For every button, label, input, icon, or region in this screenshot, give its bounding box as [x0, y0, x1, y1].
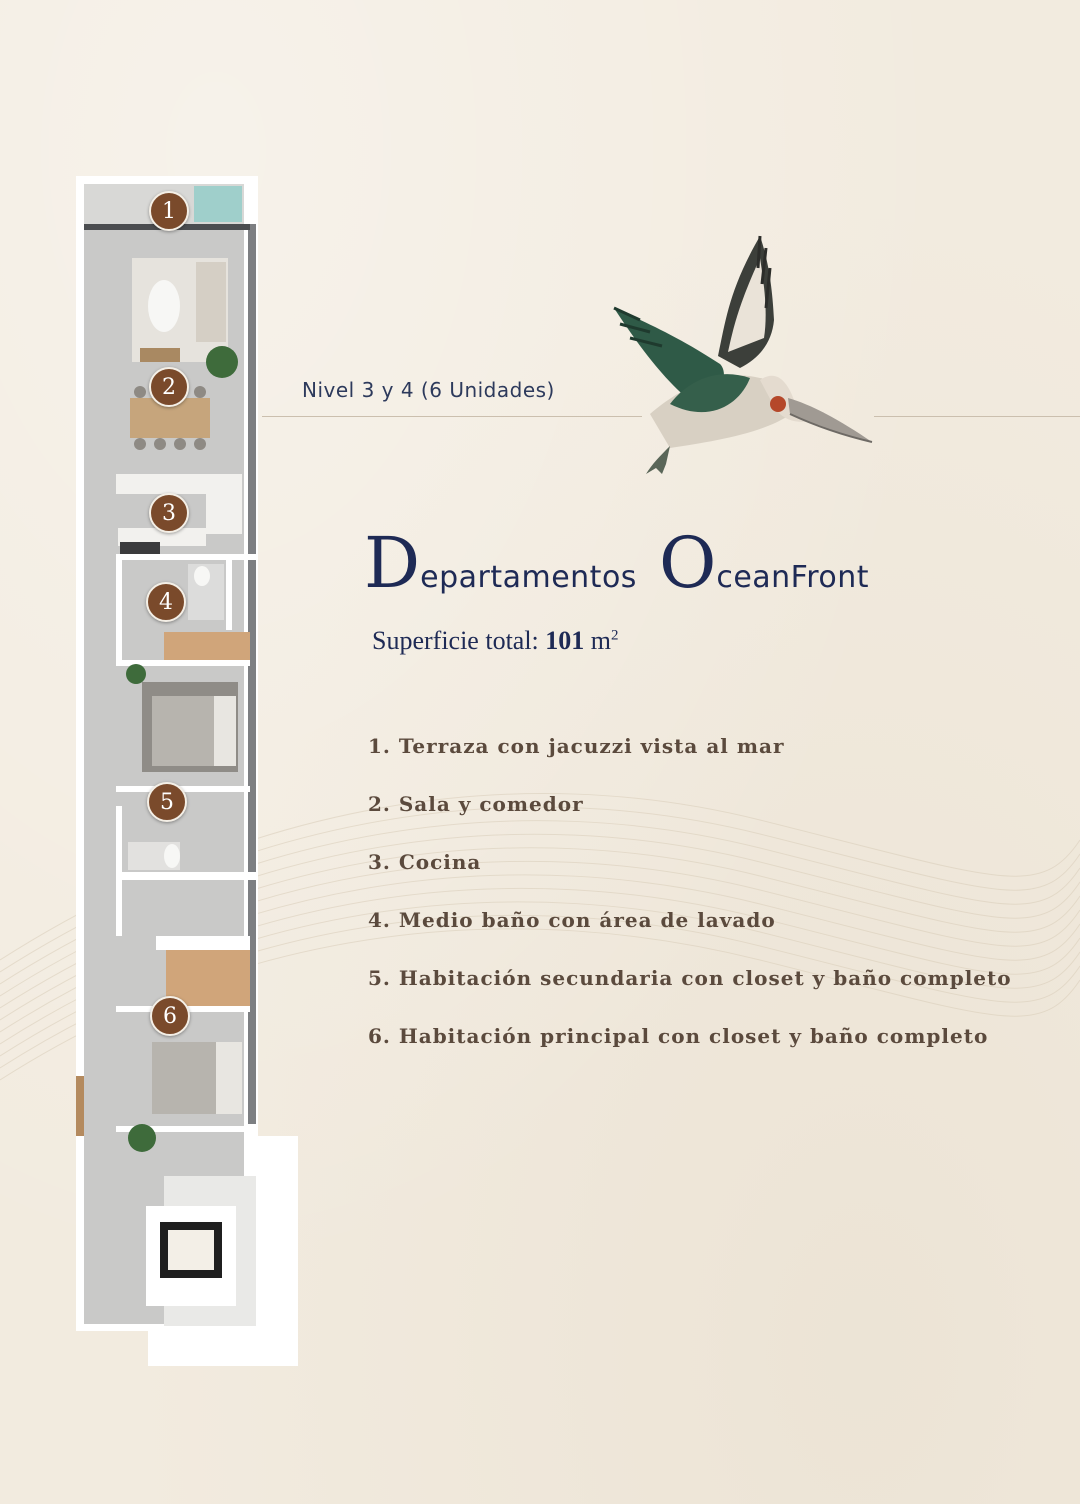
plan-marker-1: 1	[149, 191, 189, 231]
surface-unit: m	[590, 626, 612, 655]
plan-marker-6: 6	[150, 996, 190, 1036]
floor-plan-drawing	[76, 176, 298, 1366]
header-rule-left	[262, 416, 642, 417]
surface-value: 101	[545, 626, 585, 655]
page-title	[364, 522, 870, 604]
feature-item-1: 1. Terraza con jacuzzi vista al mar	[368, 734, 785, 758]
feature-item-6: 6. Habitación principal con closet y baño completo	[368, 1024, 989, 1048]
plan-marker-5: 5	[147, 782, 187, 822]
floor-plan	[76, 176, 298, 1366]
pelican-illustration	[610, 228, 878, 478]
surface-label: Superficie total:	[372, 626, 539, 655]
feature-item-3: 3. Cocina	[368, 850, 482, 874]
title-word1-initial: D	[364, 522, 421, 604]
title-word2-rest: ceanFront	[716, 560, 870, 595]
header-rule-right	[874, 416, 1080, 417]
level-label: Nivel 3 y 4 (6 Unidades)	[302, 378, 555, 402]
title-word1-rest: epartamentos	[420, 560, 637, 595]
feature-item-5: 5. Habitación secundaria con closet y baño completo	[368, 966, 1012, 990]
title-word2-initial: O	[658, 522, 717, 604]
feature-item-2: 2. Sala y comedor	[368, 792, 584, 816]
features-list	[368, 730, 1012, 1078]
surface-unit-exponent: 2	[611, 627, 619, 644]
plan-marker-3: 3	[149, 493, 189, 533]
plan-marker-2: 2	[149, 367, 189, 407]
plan-marker-4: 4	[146, 582, 186, 622]
total-surface	[372, 626, 619, 656]
feature-item-4: 4. Medio baño con área de lavado	[368, 908, 776, 932]
